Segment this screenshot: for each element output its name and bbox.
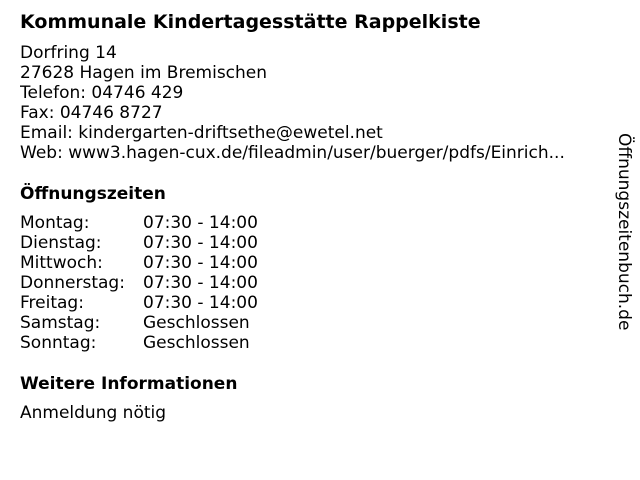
hours-row-thursday [20, 273, 258, 293]
time-value: 07:30 - 14:00 [143, 213, 258, 233]
hours-row-wednesday [20, 253, 258, 273]
street-line: Dorfring 14 [20, 43, 117, 63]
fax-line: Fax: 04746 8727 [20, 103, 163, 123]
day-label: Mittwoch: [20, 253, 103, 273]
opening-hours-list [20, 213, 258, 353]
time-value: Geschlossen [143, 313, 250, 333]
day-label: Montag: [20, 213, 90, 233]
day-label: Sonntag: [20, 333, 97, 353]
day-label: Dienstag: [20, 233, 102, 253]
day-label: Donnerstag: [20, 273, 125, 293]
business-title: Kommunale Kindertagesstätte Rappelkiste [20, 11, 481, 33]
hours-row-monday [20, 213, 258, 233]
address-block [20, 43, 590, 163]
time-value: 07:30 - 14:00 [143, 293, 258, 313]
time-value: 07:30 - 14:00 [143, 233, 258, 253]
day-label: Freitag: [20, 293, 84, 313]
day-label: Samstag: [20, 313, 101, 333]
hours-row-tuesday [20, 233, 258, 253]
hours-row-sunday [20, 333, 258, 353]
further-info-text: Anmeldung nötig [20, 403, 167, 423]
city-line: 27628 Hagen im Bremischen [20, 63, 268, 83]
phone-line: Telefon: 04746 429 [20, 83, 184, 103]
time-value: Geschlossen [143, 333, 250, 353]
opening-hours-heading: Öffnungszeiten [20, 184, 166, 204]
time-value: 07:30 - 14:00 [143, 273, 258, 293]
time-value: 07:30 - 14:00 [143, 253, 258, 273]
site-brand-label: Öffnungszeitenbuch.de [614, 133, 634, 331]
email-line: Email: kindergarten-driftsethe@ewetel.net [20, 123, 383, 143]
hours-row-saturday [20, 313, 258, 333]
further-info-heading: Weitere Informationen [20, 374, 238, 394]
hours-row-friday [20, 293, 258, 313]
web-line: Web: www3.hagen-cux.de/fileadmin/user/buerger/pdfs/Einrich... [20, 143, 565, 163]
